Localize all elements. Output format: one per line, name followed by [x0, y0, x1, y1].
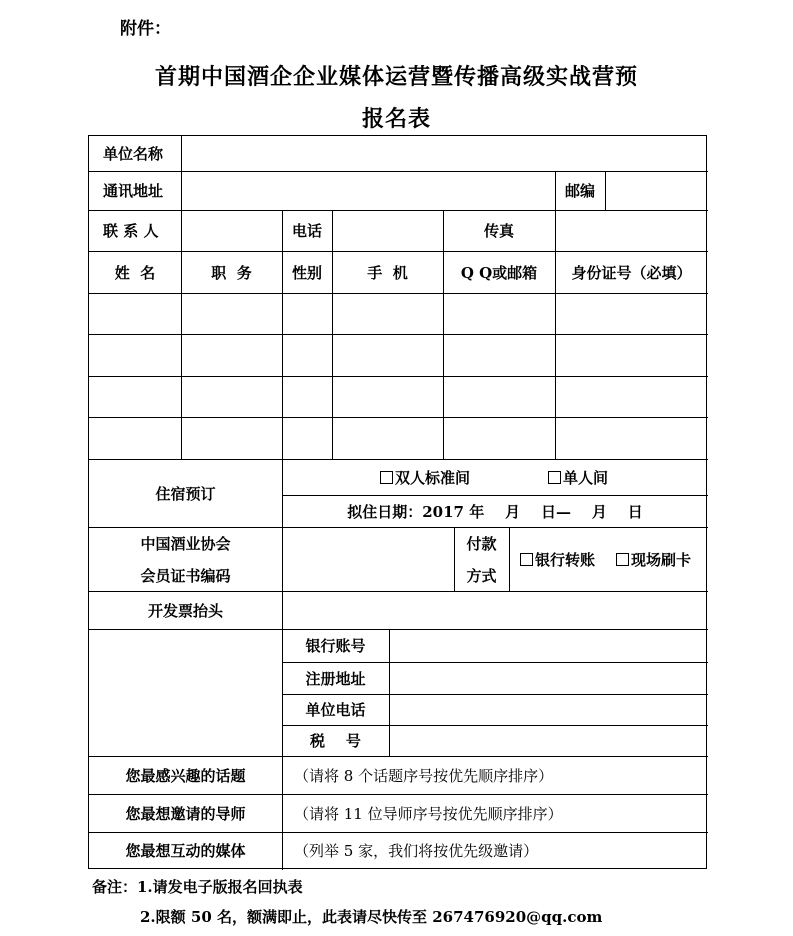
topics-hint[interactable]: （请将 8 个话题序号按优先顺序排序）: [294, 766, 554, 785]
col-header-gender: 性别: [291, 263, 322, 282]
attendee-row[interactable]: [89, 417, 708, 459]
fax-field[interactable]: [556, 210, 707, 251]
room-single-label: 单人间: [563, 468, 609, 487]
address-field[interactable]: [182, 171, 555, 210]
note-line-2: 2.限额 50 名，额满即止，此表请尽快传至 267476920@qq.com: [140, 908, 603, 926]
pay-bank-option[interactable]: [520, 549, 595, 570]
col-divider: [282, 756, 283, 870]
col-header-qq-email: Q Q或邮箱: [460, 263, 538, 282]
col-header-id-number: 身份证号（必填）: [571, 263, 692, 282]
room-single-option[interactable]: [548, 467, 608, 488]
member-code-label-line2: 会员证书编码: [140, 566, 231, 585]
phone-label: 电话: [291, 222, 322, 240]
checkbox-icon[interactable]: [380, 471, 393, 484]
room-double-label: 双人标准间: [395, 468, 471, 487]
attachment-label: 附件：: [120, 19, 171, 39]
payment-options: [509, 527, 708, 591]
registration-form-table: [88, 135, 707, 869]
attendee-row[interactable]: [89, 293, 708, 334]
pay-card-label: 现场刷卡: [631, 550, 692, 569]
room-double-option[interactable]: [380, 467, 470, 488]
col-header-mobile: 手 机: [367, 263, 408, 282]
topics-label: 您最感兴趣的话题: [125, 766, 246, 785]
form-title: 首期中国酒企企业媒体运营暨传播高级实战营预: [154, 64, 638, 90]
postcode-field[interactable]: [606, 171, 707, 210]
postcode-label: 邮编: [564, 182, 595, 200]
address-label: 通讯地址: [103, 182, 164, 200]
member-code-label: [89, 527, 282, 591]
pay-card-option[interactable]: [616, 549, 691, 570]
payment-label-line1: 付款: [466, 534, 497, 553]
mentors-label: 您最想邀请的导师: [125, 804, 246, 823]
fax-label: 传真: [483, 222, 514, 240]
payment-method-label: [454, 527, 509, 591]
note-line-1: 备注：1.请发电子版报名回执表: [92, 878, 303, 896]
payment-label-line2: 方式: [466, 566, 497, 585]
checkbox-icon[interactable]: [616, 553, 629, 566]
unit-name-field[interactable]: [182, 136, 707, 171]
stay-dates[interactable]: 拟住日期：2017 年 月 日— 月 日: [347, 502, 643, 521]
invoice-title-label: 开发票抬头: [147, 601, 223, 620]
checkbox-icon[interactable]: [520, 553, 533, 566]
lodging-label: 住宿预订: [155, 484, 216, 503]
member-code-field[interactable]: [283, 527, 454, 591]
pay-bank-label: 银行转账: [535, 550, 596, 569]
invoice-title-field[interactable]: [283, 591, 708, 629]
mentors-hint[interactable]: （请将 11 位导师序号按优先顺序排序）: [294, 804, 563, 823]
bank-account-field[interactable]: [390, 629, 708, 662]
col-header-name: 姓 名: [114, 263, 156, 282]
phone-field[interactable]: [333, 210, 443, 251]
form-subtitle: 报名表: [361, 106, 431, 132]
contact-label: 联 系 人: [103, 222, 159, 240]
tax-number-field[interactable]: [390, 725, 708, 756]
media-hint[interactable]: （列举 5 家，我们将按优先级邀请）: [294, 842, 539, 860]
registered-address-label: 注册地址: [305, 669, 366, 688]
tax-number-label: 税 号: [310, 732, 361, 750]
attendee-row[interactable]: [89, 376, 708, 417]
unit-phone-label: 单位电话: [305, 701, 366, 719]
room-options: [282, 459, 708, 495]
unit-phone-field[interactable]: [390, 694, 708, 725]
registered-address-field[interactable]: [390, 662, 708, 694]
bank-account-label: 银行账号: [305, 637, 366, 655]
member-code-label-line1: 中国酒业协会: [140, 534, 231, 553]
attendee-row[interactable]: [89, 334, 708, 376]
col-header-position: 职 务: [211, 263, 252, 282]
checkbox-icon[interactable]: [548, 471, 561, 484]
media-label: 您最想互动的媒体: [125, 842, 246, 860]
contact-field[interactable]: [182, 210, 282, 251]
unit-name-label: 单位名称: [103, 145, 164, 163]
